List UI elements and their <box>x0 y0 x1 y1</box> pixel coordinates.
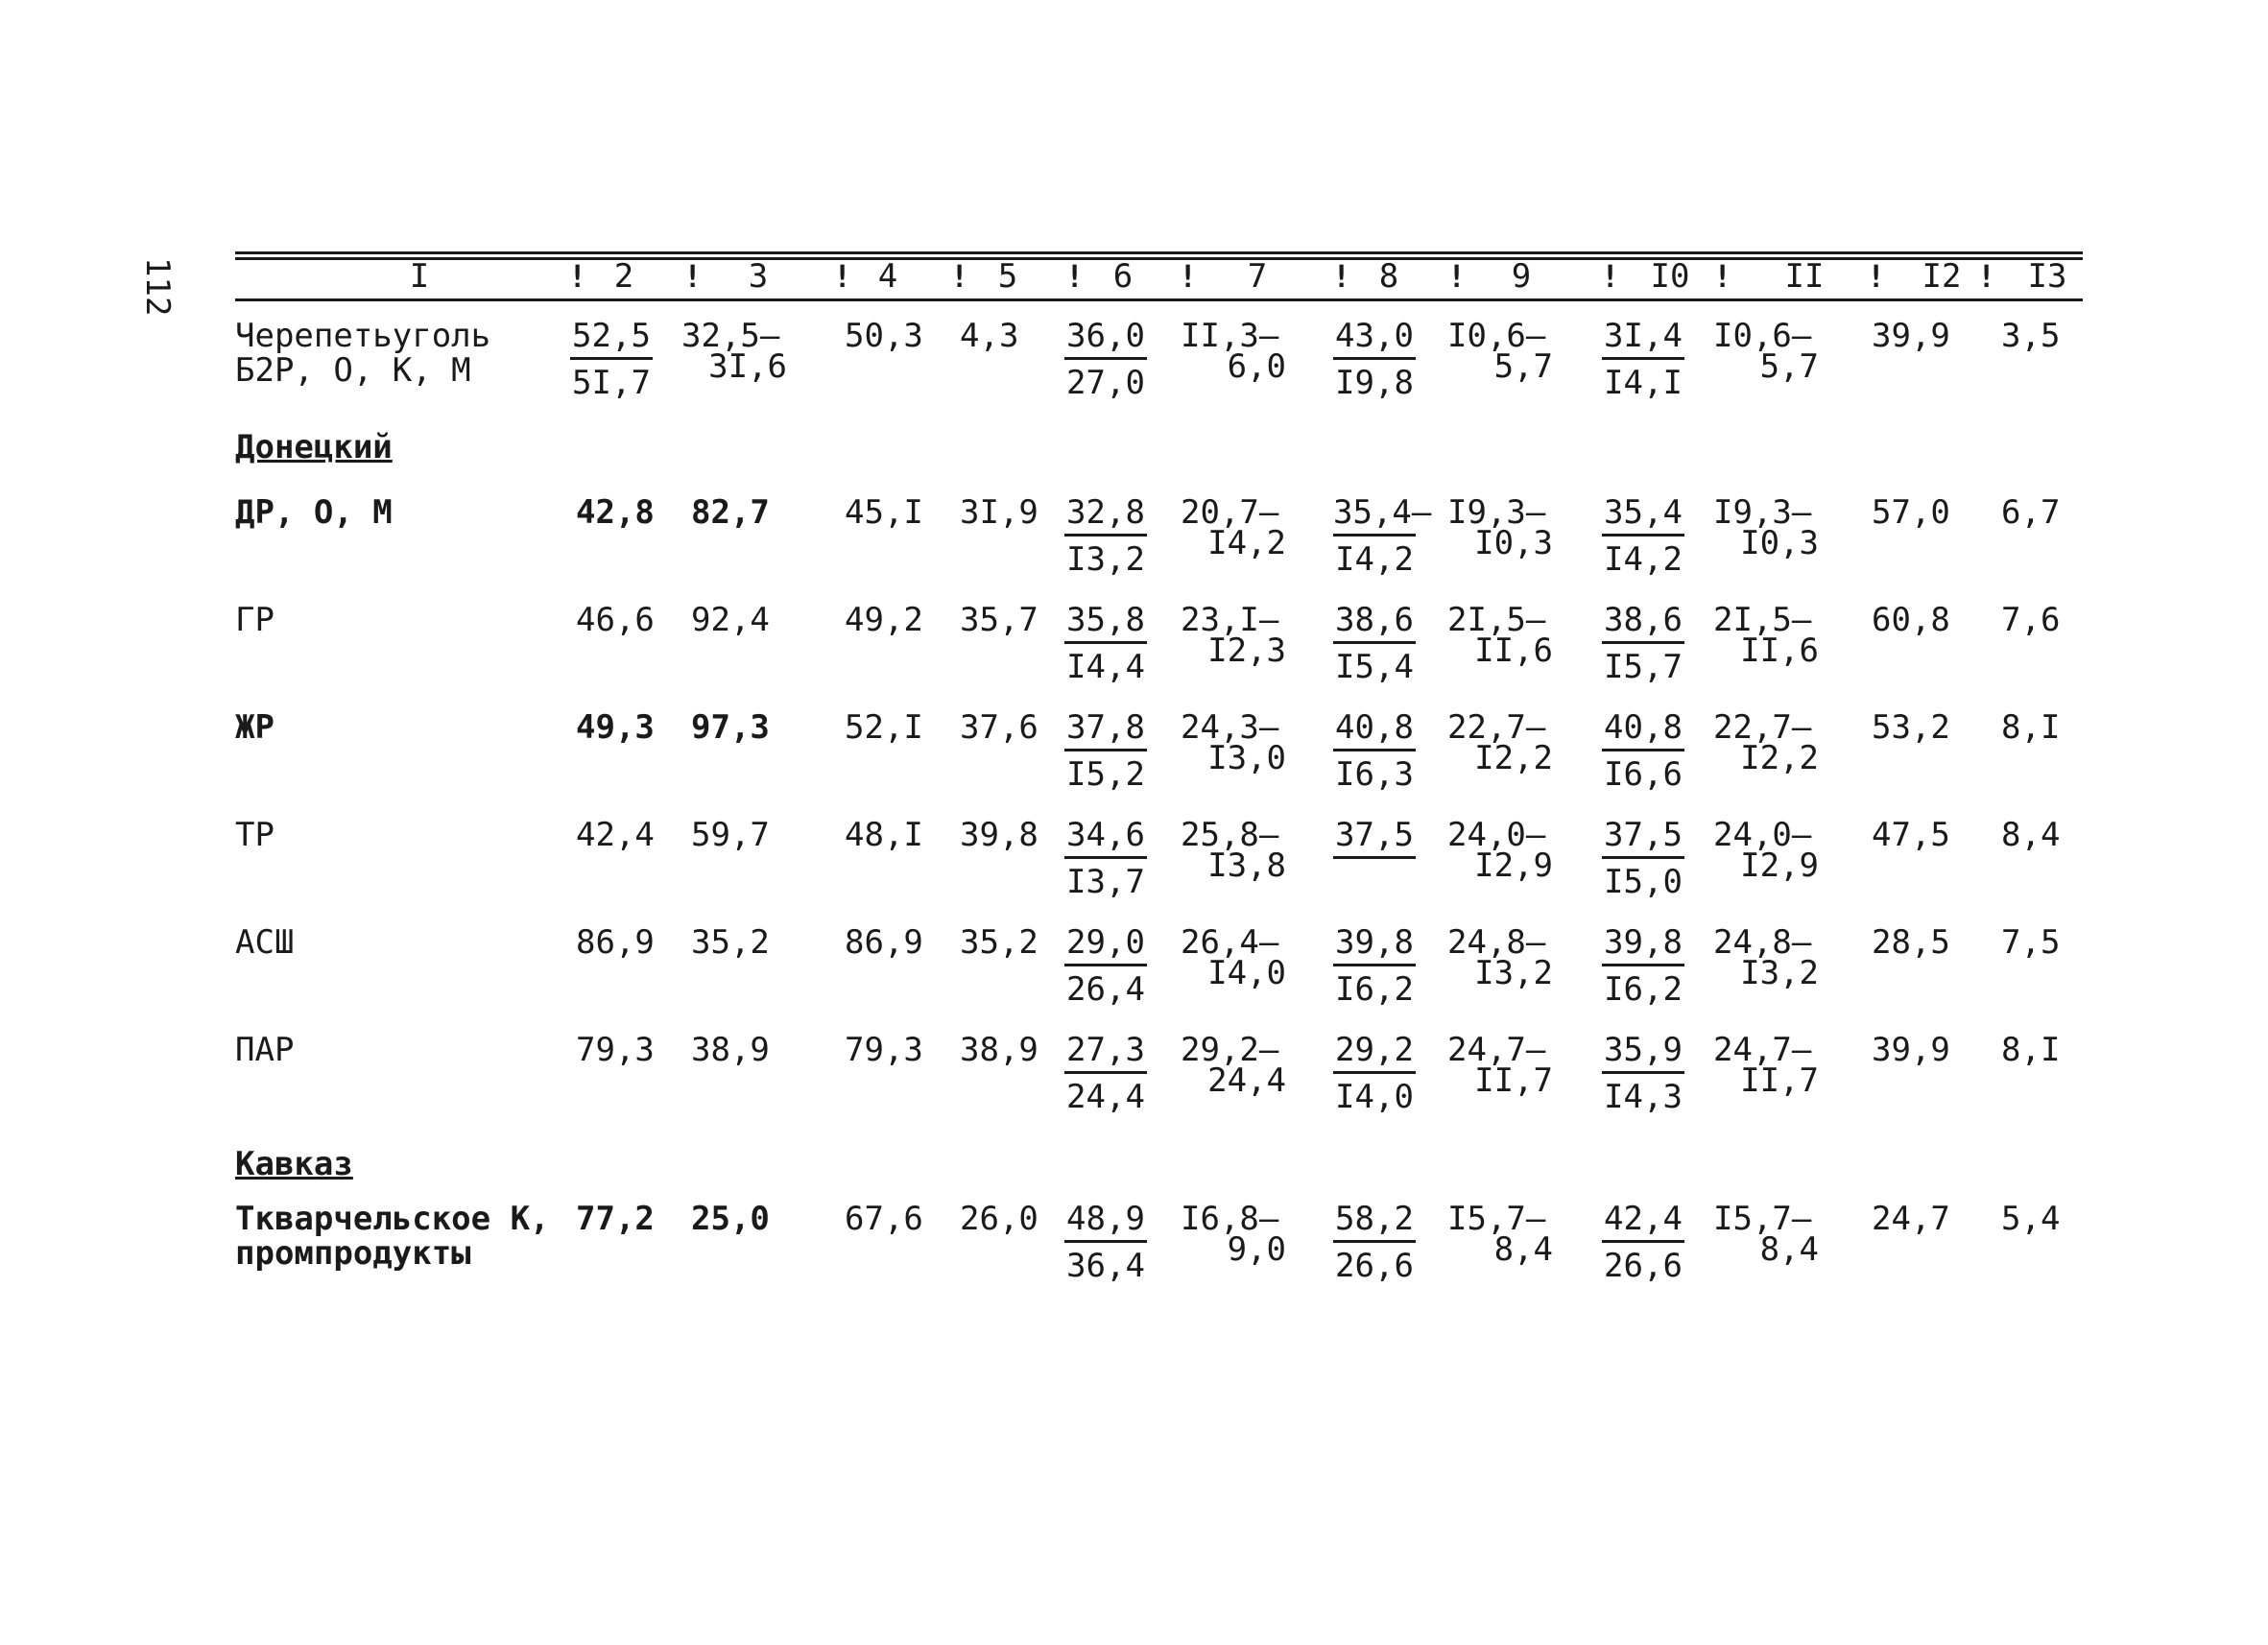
page-number: 112 <box>138 257 177 317</box>
fraction-denominator: I5,2 <box>1066 755 1145 794</box>
fraction-numerator: 38,6 <box>1333 603 1416 644</box>
table-cell-c4: 86,9 <box>845 923 923 962</box>
fraction-denominator: I4,2 <box>1335 540 1414 579</box>
range-upper: I6,8– <box>1181 1200 1279 1238</box>
table-cell-c5: 38,9 <box>960 1031 1039 1069</box>
header-cell-1: I <box>409 257 430 296</box>
range-upper: I0,6– <box>1447 317 1546 355</box>
range-cell-c11 <box>1713 495 1819 560</box>
range-upper: I9,3– <box>1713 493 1812 532</box>
range-cell-c7 <box>1181 319 1286 384</box>
table-cell-c13: 7,5 <box>2001 923 2061 962</box>
range-cell-c11 <box>1713 710 1819 775</box>
header-cell-13: I3 <box>2027 257 2067 296</box>
fraction-numerator: 39,8 <box>1333 925 1416 966</box>
fraction-denominator: I4,0 <box>1335 1078 1414 1116</box>
range-cell-c9 <box>1447 925 1553 990</box>
fraction-denominator: I5,0 <box>1604 863 1683 901</box>
header-separator: ! <box>568 258 587 295</box>
fraction-cell-c10 <box>1602 603 1684 684</box>
row-label <box>235 603 275 637</box>
table-cell-c2: 49,3 <box>576 708 655 747</box>
table-cell-c2: 42,4 <box>576 816 655 854</box>
range-cell-c9 <box>1447 1033 1553 1098</box>
range-lower: I4,0 <box>1207 954 1286 992</box>
header-cell-8: 8 <box>1378 257 1399 296</box>
range-lower: 5,7 <box>1759 347 1819 386</box>
row-label-line: АСШ <box>235 923 295 962</box>
table-cell-c3: 38,9 <box>691 1031 770 1069</box>
header-cell-7: 7 <box>1247 257 1268 296</box>
range-upper: 23,I– <box>1181 601 1279 639</box>
fraction-numerator: 27,3 <box>1064 1033 1147 1074</box>
section-heading: Кавказ <box>235 1145 353 1183</box>
range-cell-c7 <box>1181 1033 1286 1098</box>
row-label-line: ПАР <box>235 1031 295 1069</box>
fraction-denominator: I3,2 <box>1066 540 1145 579</box>
fraction-denominator: I6,6 <box>1604 755 1683 794</box>
table-cell-c3: 97,3 <box>691 708 770 747</box>
fraction-denominator: I6,2 <box>1335 970 1414 1009</box>
table-cell-c13: 3,5 <box>2001 317 2061 355</box>
row-label <box>235 925 294 960</box>
table-cell-c13: 8,4 <box>2001 816 2061 854</box>
fraction-numerator: 58,2 <box>1333 1202 1416 1243</box>
range-upper: 24,8– <box>1713 923 1812 962</box>
table-cell-c3: 82,7 <box>691 493 770 532</box>
fraction-numerator: 52,5 <box>570 319 653 360</box>
fraction-numerator: 38,6 <box>1602 603 1684 644</box>
header-cell-4: 4 <box>877 257 898 296</box>
range-lower: I3,2 <box>1474 954 1553 992</box>
range-upper: 26,4– <box>1181 923 1279 962</box>
range-cell-c11 <box>1713 1202 1819 1267</box>
table-cell-c13: 7,6 <box>2001 601 2061 639</box>
header-cell-5: 5 <box>997 257 1018 296</box>
fraction-denominator <box>1333 859 1416 899</box>
fraction-numerator: 36,0 <box>1064 319 1147 360</box>
table-cell-c5: 3I,9 <box>960 493 1039 532</box>
range-upper: 22,7– <box>1713 708 1812 747</box>
fraction-numerator: 29,2 <box>1333 1033 1416 1074</box>
range-cell-c9 <box>1447 818 1553 883</box>
fraction-numerator: 3I,4 <box>1602 319 1684 360</box>
range-cell-c7 <box>1181 710 1286 775</box>
range-lower: I2,9 <box>1474 846 1553 885</box>
range-upper: II,3– <box>1181 317 1279 355</box>
row-label-line: Черепетьуголь <box>235 317 491 355</box>
range-upper: I9,3– <box>1447 493 1546 532</box>
row-label-line: ЖР <box>235 708 275 747</box>
row-label-line: ДР, О, М <box>235 493 393 532</box>
header-separator: ! <box>1065 258 1085 295</box>
fraction-denominator: 26,6 <box>1335 1247 1414 1285</box>
range-upper: I5,7– <box>1713 1200 1812 1238</box>
fraction-cell-c6 <box>1064 710 1147 792</box>
table-cell-c12: 39,9 <box>1872 317 1950 355</box>
header-cell-9: 9 <box>1511 257 1532 296</box>
fraction-numerator: 37,8 <box>1064 710 1147 751</box>
header-cell-6: 6 <box>1112 257 1134 296</box>
range-lower: I2,9 <box>1740 846 1819 885</box>
fraction-numerator: 29,0 <box>1064 925 1147 966</box>
fraction-numerator: 43,0 <box>1333 319 1416 360</box>
table-cell-c4: 50,3 <box>845 317 923 355</box>
range-cell-c7 <box>1181 925 1286 990</box>
range-lower: 24,4 <box>1207 1061 1286 1100</box>
fraction-cell-c8 <box>1333 710 1416 792</box>
fraction-numerator: 37,5 <box>1333 818 1416 859</box>
range-cell-c3 <box>681 319 787 384</box>
fraction-cell-c10 <box>1602 495 1684 577</box>
range-upper: 22,7– <box>1447 708 1546 747</box>
table-cell-c13: 8,I <box>2001 708 2061 747</box>
header-separator: ! <box>1332 258 1351 295</box>
range-upper: I5,7– <box>1447 1200 1546 1238</box>
fraction-denominator: 26,6 <box>1604 1247 1683 1285</box>
range-cell-c7 <box>1181 495 1286 560</box>
fraction-numerator: 39,8 <box>1602 925 1684 966</box>
header-cell-2: 2 <box>613 257 634 296</box>
range-upper: 24,8– <box>1447 923 1546 962</box>
range-lower: I0,3 <box>1740 524 1819 562</box>
range-lower: I4,2 <box>1207 524 1286 562</box>
fraction-cell-c10 <box>1602 818 1684 899</box>
fraction-cell-c10 <box>1602 925 1684 1007</box>
fraction-denominator: 27,0 <box>1066 364 1145 402</box>
range-upper: I0,6– <box>1713 317 1812 355</box>
range-lower: I2,3 <box>1207 632 1286 670</box>
fraction-cell-c6 <box>1064 495 1147 577</box>
row-label <box>235 495 393 530</box>
range-cell-c9 <box>1447 1202 1553 1267</box>
fraction-cell-c2 <box>570 319 653 400</box>
fraction-numerator: 40,8 <box>1602 710 1684 751</box>
table-cell-c4: 49,2 <box>845 601 923 639</box>
table-cell-c12: 47,5 <box>1872 816 1950 854</box>
range-upper: 24,0– <box>1713 816 1812 854</box>
range-cell-c11 <box>1713 319 1819 384</box>
row-label <box>235 818 275 852</box>
fraction-cell-c6 <box>1064 603 1147 684</box>
fraction-denominator: I5,7 <box>1604 648 1683 686</box>
range-cell-c9 <box>1447 603 1553 668</box>
range-lower: 5,7 <box>1493 347 1553 386</box>
row-label <box>235 1033 294 1067</box>
fraction-cell-c6 <box>1064 1033 1147 1114</box>
row-label-line: Б2Р, О, К, М <box>235 351 471 390</box>
fraction-numerator: 37,5 <box>1602 818 1684 859</box>
table-cell-c13: 8,I <box>2001 1031 2061 1069</box>
table-cell-c4: 45,I <box>845 493 923 532</box>
fraction-denominator: I9,8 <box>1335 364 1414 402</box>
range-lower: I3,2 <box>1740 954 1819 992</box>
range-lower: II,7 <box>1474 1061 1553 1100</box>
range-cell-c11 <box>1713 818 1819 883</box>
fraction-denominator: I6,2 <box>1604 970 1683 1009</box>
fraction-denominator: I4,2 <box>1604 540 1683 579</box>
range-cell-c11 <box>1713 925 1819 990</box>
range-cell-c11 <box>1713 603 1819 668</box>
fraction-cell-c10 <box>1602 1202 1684 1283</box>
header-cell-12: I2 <box>1922 257 1962 296</box>
table-cell-c2: 46,6 <box>576 601 655 639</box>
table-cell-c12: 53,2 <box>1872 708 1950 747</box>
range-cell-c9 <box>1447 319 1553 384</box>
fraction-denominator: I3,7 <box>1066 863 1145 901</box>
row-label-line: ГР <box>235 601 275 639</box>
table-cell-c13: 5,4 <box>2001 1200 2061 1238</box>
range-upper: 29,2– <box>1181 1031 1279 1069</box>
range-upper: 20,7– <box>1181 493 1279 532</box>
table-cell-c5: 37,6 <box>960 708 1039 747</box>
table-cell-c5: 4,3 <box>960 317 1019 355</box>
fraction-cell-c6 <box>1064 1202 1147 1283</box>
row-label-line: Ткварчельское К, <box>235 1200 550 1238</box>
fraction-numerator: 40,8 <box>1333 710 1416 751</box>
range-lower: II,7 <box>1740 1061 1819 1100</box>
fraction-numerator: 35,9 <box>1602 1033 1684 1074</box>
fraction-numerator: 34,6 <box>1064 818 1147 859</box>
table-cell-c4: 79,3 <box>845 1031 923 1069</box>
row-label-line: ТР <box>235 816 275 854</box>
table-cell-c5: 35,2 <box>960 923 1039 962</box>
header-cell-11: II <box>1784 257 1825 296</box>
range-lower: 6,0 <box>1227 347 1286 386</box>
range-cell-c7 <box>1181 603 1286 668</box>
range-upper: 32,5– <box>681 317 780 355</box>
row-label <box>235 710 275 745</box>
range-upper: 2I,5– <box>1713 601 1812 639</box>
fraction-denominator: 26,4 <box>1066 970 1145 1009</box>
table-cell-c12: 57,0 <box>1872 493 1950 532</box>
fraction-cell-c8 <box>1333 603 1416 684</box>
fraction-denominator: I4,4 <box>1066 648 1145 686</box>
fraction-cell-c10 <box>1602 1033 1684 1114</box>
table-cell-c13: 6,7 <box>2001 493 2061 532</box>
header-separator: ! <box>950 258 969 295</box>
table-cell-c4: 52,I <box>845 708 923 747</box>
section-heading: Донецкий <box>235 428 393 466</box>
table-cell-c2: 77,2 <box>576 1200 655 1238</box>
fraction-cell-c10 <box>1602 319 1684 400</box>
table-cell-c12: 39,9 <box>1872 1031 1950 1069</box>
table-cell-c12: 28,5 <box>1872 923 1950 962</box>
fraction-numerator: 32,8 <box>1064 495 1147 536</box>
table-cell-c5: 39,8 <box>960 816 1039 854</box>
fraction-cell-c8 <box>1333 319 1416 400</box>
fraction-numerator: 35,4 <box>1602 495 1684 536</box>
table-cell-c5: 26,0 <box>960 1200 1039 1238</box>
range-lower: I2,2 <box>1474 739 1553 777</box>
range-lower: I2,2 <box>1740 739 1819 777</box>
row-label <box>235 1202 550 1271</box>
range-cell-c9 <box>1447 710 1553 775</box>
row-label-line: промпродукты <box>235 1234 471 1273</box>
fraction-denominator: I4,3 <box>1604 1078 1683 1116</box>
fraction-cell-c6 <box>1064 818 1147 899</box>
table-cell-c12: 60,8 <box>1872 601 1950 639</box>
range-lower: I3,8 <box>1207 846 1286 885</box>
fraction-cell-c6 <box>1064 319 1147 400</box>
range-upper: 24,7– <box>1447 1031 1546 1069</box>
fraction-denominator: I4,I <box>1604 364 1683 402</box>
fraction-denominator: 36,4 <box>1066 1247 1145 1285</box>
table-cell-c3: 25,0 <box>691 1200 770 1238</box>
fraction-denominator: 5I,7 <box>572 364 651 402</box>
table-cell-c4: 48,I <box>845 816 923 854</box>
range-lower: 3I,6 <box>708 347 787 386</box>
range-lower: II,6 <box>1474 632 1553 670</box>
range-cell-c9 <box>1447 495 1553 560</box>
range-cell-c7 <box>1181 1202 1286 1267</box>
fraction-denominator: 24,4 <box>1066 1078 1145 1116</box>
header-separator: ! <box>683 258 703 295</box>
range-cell-c7 <box>1181 818 1286 883</box>
range-upper: 2I,5– <box>1447 601 1546 639</box>
header-cell-3: 3 <box>748 257 769 296</box>
header-separator: ! <box>1447 258 1467 295</box>
fraction-numerator: 42,4 <box>1602 1202 1684 1243</box>
fraction-cell-c8 <box>1333 493 1432 579</box>
fraction-numerator: 35,8 <box>1064 603 1147 644</box>
table-cell-c2: 79,3 <box>576 1031 655 1069</box>
fraction-cell-c10 <box>1602 710 1684 792</box>
range-upper: 24,0– <box>1447 816 1546 854</box>
header-separator: ! <box>1867 258 1886 295</box>
fraction-numerator: 35,4– <box>1333 495 1416 536</box>
range-lower: 9,0 <box>1227 1230 1286 1269</box>
table-cell-c2: 42,8 <box>576 493 655 532</box>
table-cell-c5: 35,7 <box>960 601 1039 639</box>
table-cell-c12: 24,7 <box>1872 1200 1950 1238</box>
fraction-numerator: 48,9 <box>1064 1202 1147 1243</box>
fraction-cell-c8 <box>1333 1033 1416 1114</box>
header-separator: ! <box>1179 258 1198 295</box>
table-cell-c4: 67,6 <box>845 1200 923 1238</box>
header-bottom-rule <box>235 298 2083 301</box>
header-separator: ! <box>833 258 852 295</box>
row-label <box>235 319 490 388</box>
header-cell-10: I0 <box>1650 257 1690 296</box>
table-cell-c2: 86,9 <box>576 923 655 962</box>
range-lower: I0,3 <box>1474 524 1553 562</box>
range-upper: 24,3– <box>1181 708 1279 747</box>
table-cell-c3: 92,4 <box>691 601 770 639</box>
fraction-cell-c6 <box>1064 925 1147 1007</box>
table-cell-c3: 35,2 <box>691 923 770 962</box>
range-cell-c11 <box>1713 1033 1819 1098</box>
header-separator: ! <box>1601 258 1620 295</box>
fraction-cell-c8 <box>1333 818 1416 899</box>
range-lower: 8,4 <box>1493 1230 1553 1269</box>
fraction-cell-c8 <box>1333 925 1416 1007</box>
range-lower: II,6 <box>1740 632 1819 670</box>
fraction-denominator: I6,3 <box>1335 755 1414 794</box>
fraction-denominator: I5,4 <box>1335 648 1414 686</box>
range-lower: I3,0 <box>1207 739 1286 777</box>
table-cell-c3: 59,7 <box>691 816 770 854</box>
header-separator: ! <box>1977 258 1996 295</box>
fraction-cell-c8 <box>1333 1202 1416 1283</box>
range-lower: 8,4 <box>1759 1230 1819 1269</box>
range-upper: 25,8– <box>1181 816 1279 854</box>
table-top-rule <box>235 251 2083 254</box>
header-separator: ! <box>1713 258 1732 295</box>
range-upper: 24,7– <box>1713 1031 1812 1069</box>
